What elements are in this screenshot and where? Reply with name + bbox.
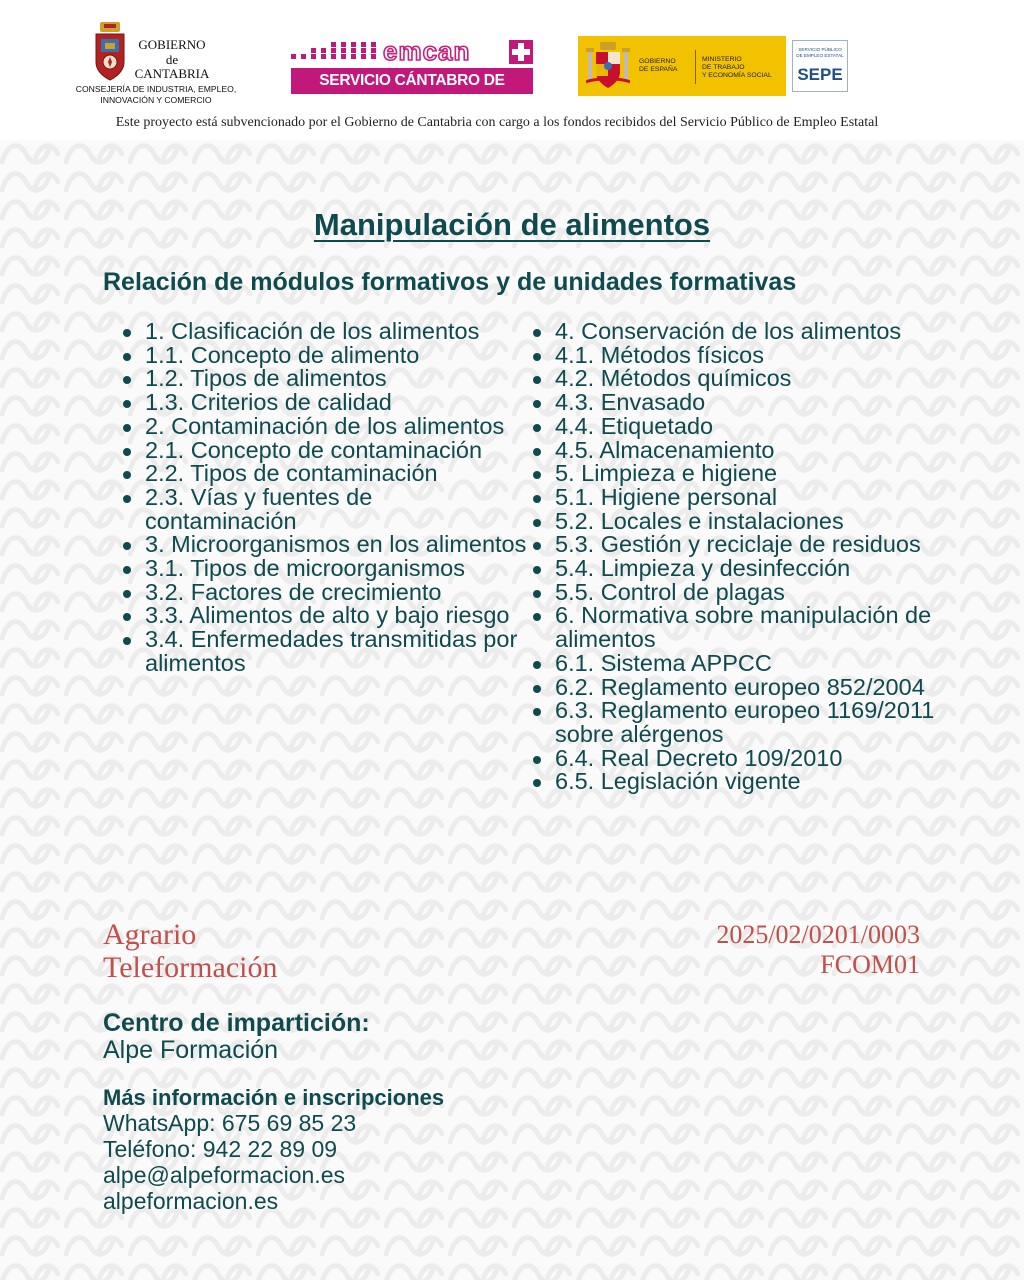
course-sector-modality — [103, 918, 277, 984]
module-item: 2.2. Tipos de contaminación — [145, 462, 530, 486]
spain-coat-icon — [586, 42, 630, 90]
module-item: 5.4. Limpieza y desinfección — [555, 557, 955, 581]
module-item: 6.2. Reglamento europeo 852/2004 — [555, 676, 955, 700]
centro-value: Alpe Formación — [103, 1036, 279, 1064]
sepe-wordmark: SEPE — [797, 65, 843, 84]
spain-government-logo — [578, 36, 786, 96]
info-label: Más información e inscripciones — [103, 1085, 445, 1110]
module-item: 4. Conservación de los alimentos — [555, 320, 955, 344]
contact-whatsapp[interactable]: WhatsApp: 675 69 85 23 — [103, 1110, 357, 1136]
emcan-dots-icon — [291, 40, 377, 64]
module-item: 6.1. Sistema APPCC — [555, 652, 955, 676]
module-item: 5.2. Locales e instalaciones — [555, 510, 955, 534]
module-item: 5.5. Control de plagas — [555, 581, 955, 605]
cantabria-name-line-2: de — [165, 51, 179, 67]
modules-right-list — [555, 320, 955, 794]
module-item: 5.3. Gestión y reciclaje de residuos — [555, 533, 955, 557]
module-item: 1.1. Concepto de alimento — [145, 344, 530, 368]
module-item: 4.4. Etiquetado — [555, 415, 955, 439]
module-item: 5.1. Higiene personal — [555, 486, 955, 510]
module-item: 2. Contaminación de los alimentos — [145, 415, 530, 439]
funding-note: Este proyecto está subvencionado por el Gobierno de Cantabria con cargo a los fondos recibidos del Servicio Público de Empleo Estatal — [115, 115, 879, 130]
cantabria-name-line-1: GOBIERNO — [138, 37, 206, 52]
cantabria-logo — [66, 22, 246, 106]
cantabria-dept-line-2: INNOVACIÓN Y COMERCIO — [100, 94, 212, 105]
module-item: 3.4. Enfermedades transmitidas por alimentos — [145, 628, 530, 675]
spain-ministry-line-1: MINISTERIO — [702, 56, 742, 63]
cantabria-dept-line-1: CONSEJERÍA DE INDUSTRIA, EMPLEO, — [75, 84, 237, 94]
module-item: 3.1. Tipos de microorganismos — [145, 557, 530, 581]
module-item: 4.1. Métodos físicos — [555, 344, 955, 368]
module-item: 3.3. Alimentos de alto y bajo riesgo — [145, 604, 530, 628]
sepe-small-line-2: DE EMPLEO ESTATAL — [796, 52, 844, 58]
module-item: 1.2. Tipos de alimentos — [145, 367, 530, 391]
cantabria-name — [134, 38, 210, 82]
page-subtitle: Relación de módulos formativos y de unidades formativas — [103, 268, 797, 296]
sepe-small-text — [795, 47, 845, 58]
module-item: 6. Normativa sobre manipulación de alimentos — [555, 604, 955, 651]
course-sector: Agrario — [103, 918, 197, 951]
emcan-logo — [291, 36, 533, 115]
sepe-small-line-1: SERVICIO PÚBLICO — [798, 47, 842, 52]
spain-gov-line-1: GOBIERNO — [639, 58, 676, 65]
module-item: 4.2. Métodos químicos — [555, 367, 955, 391]
cantabria-name-line-3: CANTABRIA — [134, 66, 210, 81]
spain-government-text — [639, 58, 677, 74]
centro-label: Centro de impartición: — [103, 1009, 370, 1037]
module-item: 4.3. Envasado — [555, 391, 955, 415]
module-item: 3. Microorganismos en los alimentos — [145, 533, 530, 557]
module-item: 3.2. Factores de crecimiento — [145, 581, 530, 605]
emcan-wordmark: emcan — [383, 36, 471, 66]
modules-left-list — [145, 320, 530, 676]
module-item: 6.5. Legislación vigente — [555, 770, 955, 794]
contact-email[interactable]: alpe@alpeformacion.es — [103, 1162, 345, 1188]
emcan-plus-icon — [509, 40, 533, 64]
spain-ministry-line-3: Y ECONOMÍA SOCIAL — [702, 72, 772, 79]
module-item: 6.3. Reglamento europeo 1169/2011 sobre alérgenos — [555, 699, 955, 746]
module-item: 6.4. Real Decreto 109/2010 — [555, 747, 955, 771]
emcan-bar: SERVICIO CÁNTABRO DE EMPLEO — [291, 68, 533, 94]
cantabria-coat-icon — [94, 22, 126, 84]
module-item: 2.3. Vías y fuentes de contaminación — [145, 486, 530, 533]
module-item: 2.1. Concepto de contaminación — [145, 439, 530, 463]
spain-logo-divider — [695, 50, 696, 84]
contact-phone[interactable]: Teléfono: 942 22 89 09 — [103, 1136, 338, 1162]
page-title: Manipulación de alimentos — [313, 207, 711, 242]
module-item: 1.3. Criterios de calidad — [145, 391, 530, 415]
contact-website[interactable]: alpeformacion.es — [103, 1188, 279, 1214]
course-modality: Teleformación — [103, 951, 278, 984]
course-codes — [716, 920, 920, 980]
module-item: 5. Limpieza e higiene — [555, 462, 955, 486]
contact-list — [103, 1110, 356, 1214]
module-item: 1. Clasificación de los alimentos — [145, 320, 530, 344]
module-item: 4.5. Almacenamiento — [555, 439, 955, 463]
course-code-expedient: 2025/02/0201/0003 — [716, 920, 920, 949]
sepe-logo — [792, 40, 848, 92]
cantabria-department — [66, 84, 246, 105]
spain-gov-line-2: DE ESPAÑA — [639, 66, 678, 73]
course-code-specialty: FCOM01 — [820, 950, 920, 979]
spain-ministry-text — [702, 56, 772, 80]
spain-ministry-line-2: DE TRABAJO — [702, 64, 745, 71]
